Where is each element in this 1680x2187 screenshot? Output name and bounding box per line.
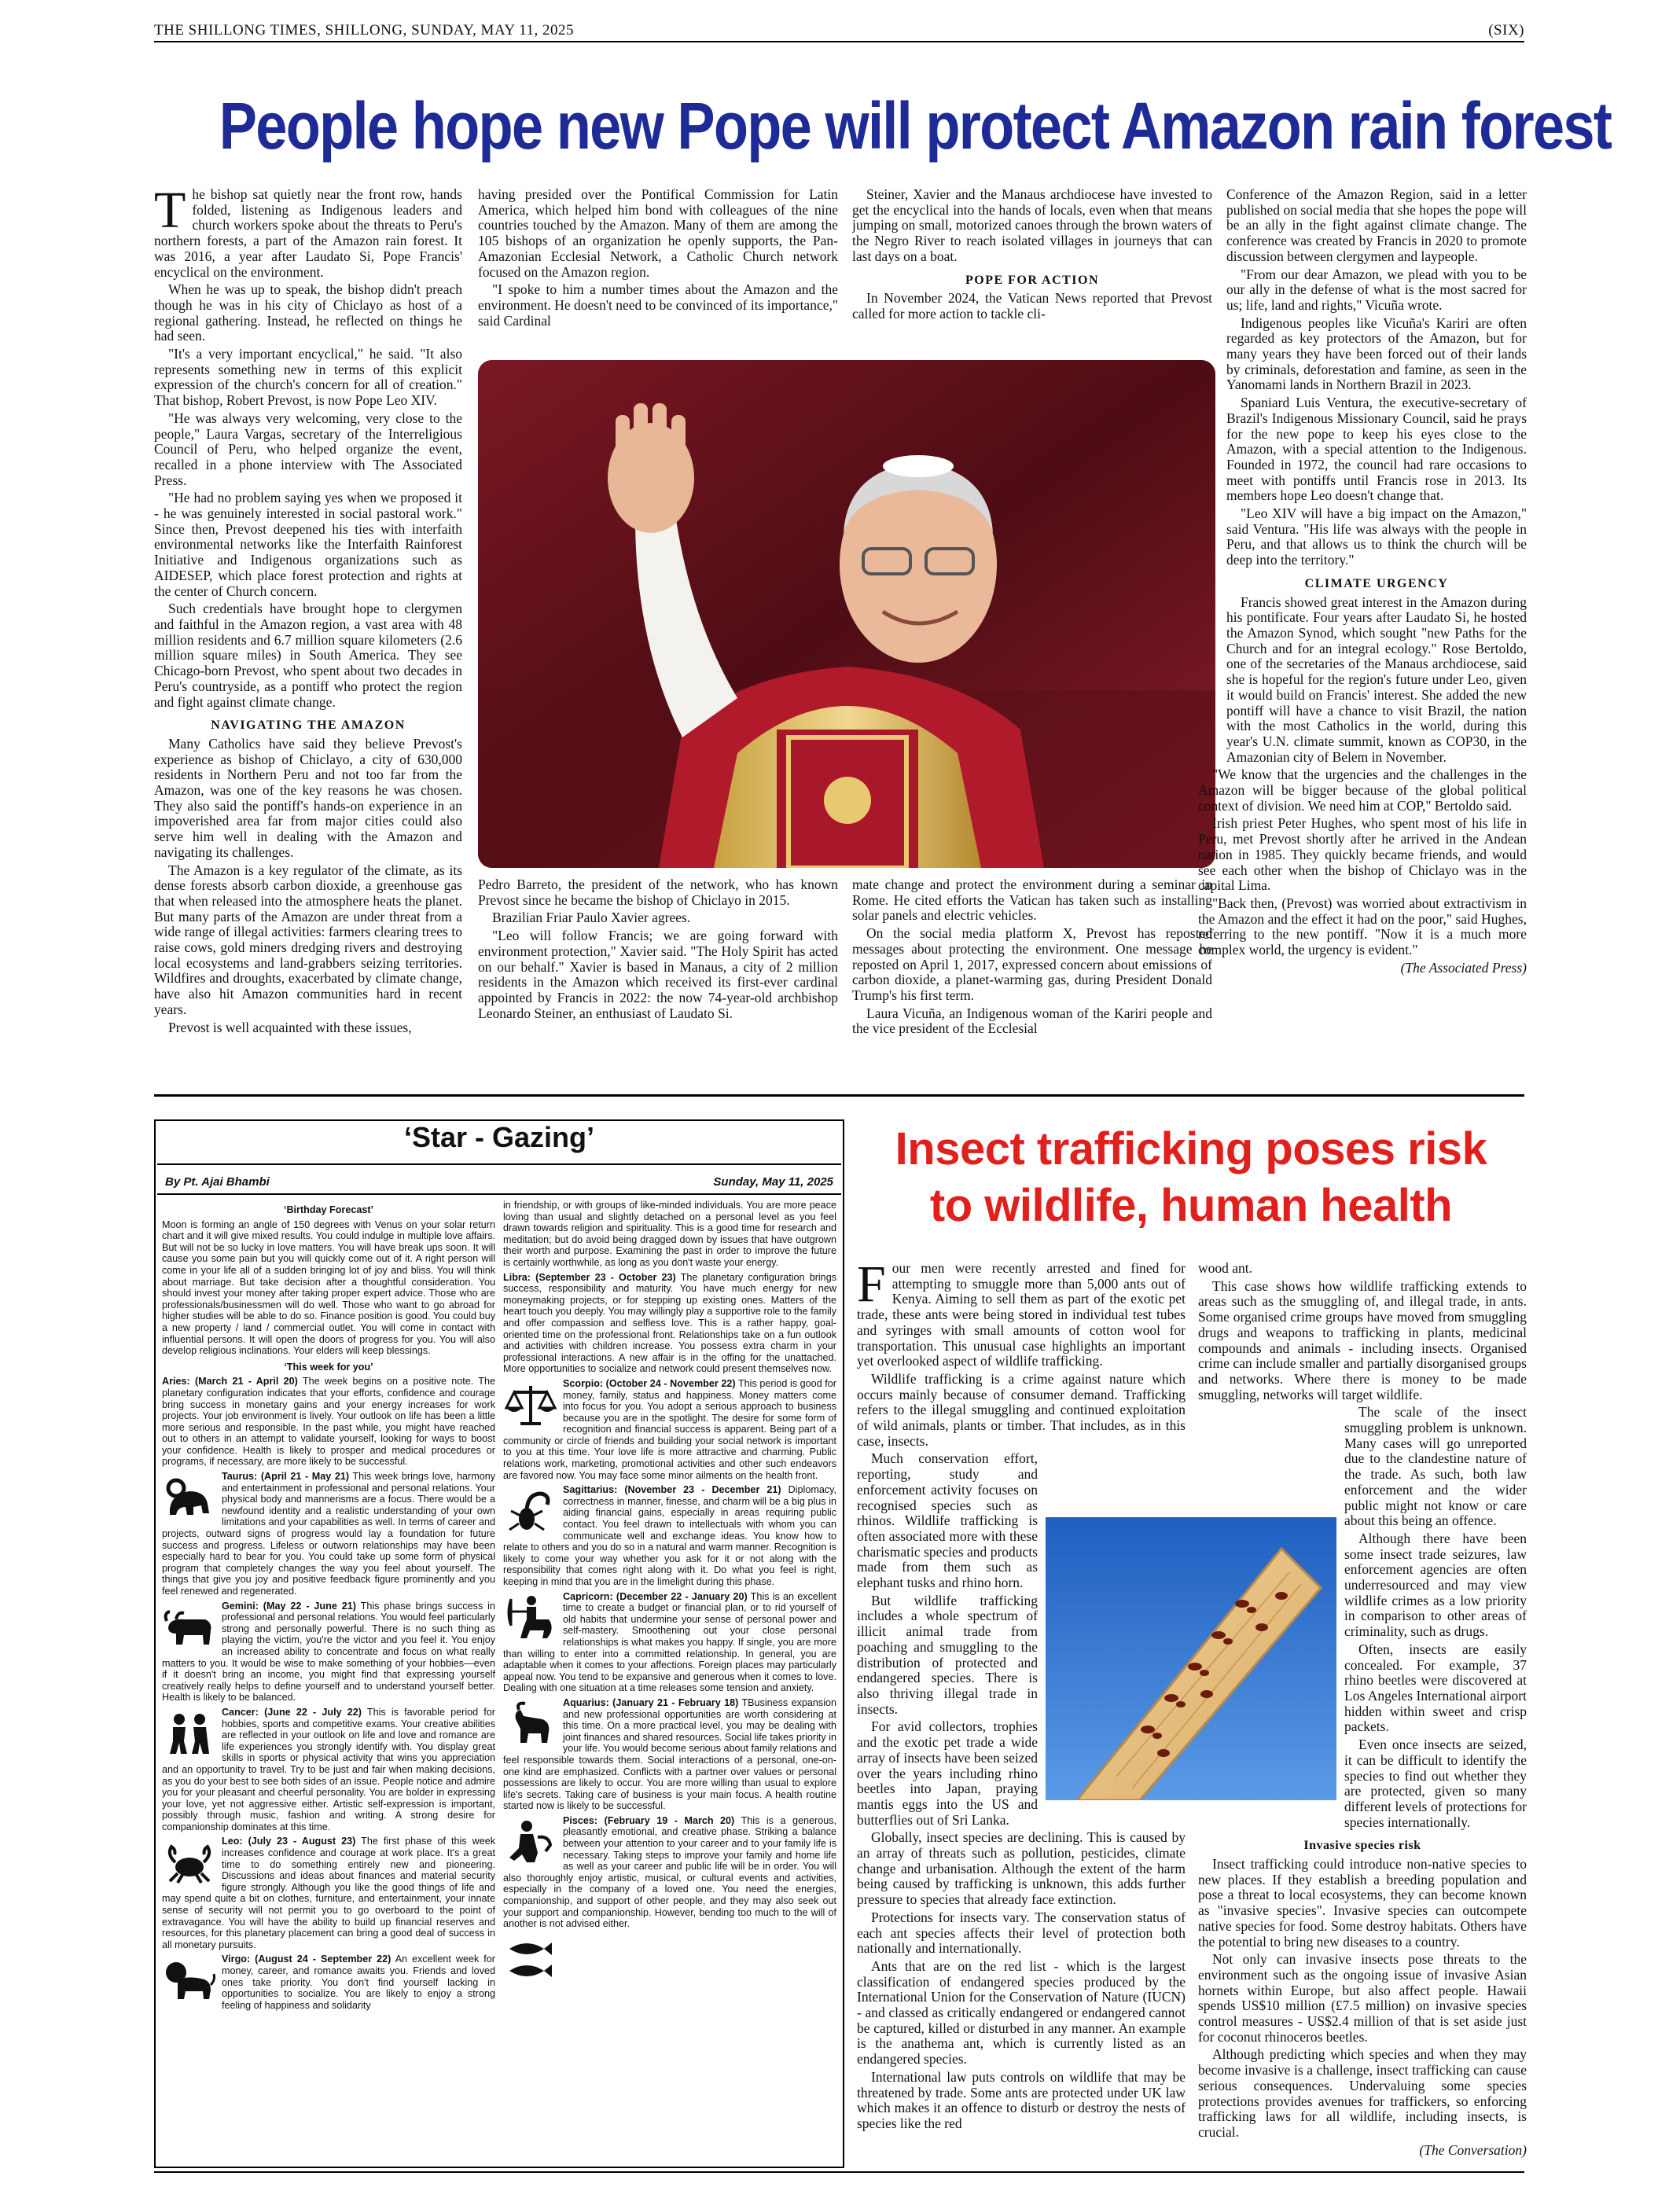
gemini-twins-icon [162,1710,217,1757]
pope-column-3-bottom: mate change and protect the environment during a seminar in Rome. He cited efforts the Vatican has taken such as installing solar panels and electric vehicles. On the social media platform X, Prevost has reposted messages about protecting the environment. One message he reposted on April 1, 2017, expressed concern about emissions of carbon dioxide, a planet-warming gas, during President Donald Trump's his first term. Laura Vicuña, an Indigenous woman of the Kariri people and the vice president of the Ecclesial [852,877,1212,1037]
insect-column-2: wood ant. This case shows how wildlife trafficking extends to areas such as the smuggling of, and illegal trade, in ants. Some organised crime groups have moved from smuggling drugs and weapons to trafficking in plants, medicinal compounds and animals - including insects. Organised crime can include smaller and partially disorganised groups and networks. Where there is money to be made smuggling, networks will target wildlife. The scale of the insect smuggling problem is unknown. Many cases will go unreported due to the clandestine nature of the trade. As such, both law enforcement and the wider public might not know or care about this being an offence. Although there have been some insect trade seizures, law enforcement agencies are often underresourced and may view wildlife crimes as a low priority in comparison to other areas of criminality, such as drugs. Often, insects are easily concealed. For example, 37 rhino beetles were discovered at Los Angeles International airport hidden within sweet and crisp packets. Even once insects are seized, it can be difficult to identify the species to find out whether they are protected, given so many different levels of protections for species internationally. Invasive species risk Insect trafficking could introduce non-native species to new places. If they establish a breeding population and pose a threat to local ecosystems, they can become known as "invasive species". Invasive species can outcompete native species for food. Some destroy habitats. Others have the potential to bring new diseases to a country. Not only can invasive insects pose threats to the environment such as the ongoing issue of invasive Asian hornets within Europe, but also affect people. Hawaii spends US$10 million (£7.5 million) on invasive species control measures - US$2.4 million of that is set aside just for coconut rhinoceros beetles. Although predicting which species and when they may become invasive is a challenge, insect trafficking can cause serious consequences. Undervaluing some species protections provides avenues for traffickers, so enforcing trafficking laws for all wildlife, including insects, is crucial. (The Conversation) [1198,1261,1527,2158]
star-gazing-title-rule [157,1163,841,1165]
subhead-navigating: NAVIGATING THE AMAZON [211,719,406,733]
pope-column-3-top: Steiner, Xavier and the Manaus archdiocese have invested to get the encyclical into the hands of locals, even when that means jumping on small, motorized canoes through the brown waters of the Negro River to reach isolated villages in journeys that can last days on a boat. POPE FOR ACTION In November 2024, the Vatican News reported that Prevost called for more action to tackle cli- [852,187,1212,322]
credit-conversation: (The Conversation) [1419,2141,1527,2158]
subhead-pope-for-action: POPE FOR ACTION [965,273,1100,287]
headline-line-2: to wildlife, human health [929,1180,1453,1231]
section-divider [154,1094,1524,1097]
page-number: (SIX) [1488,22,1524,39]
birthday-forecast-heading: ‘Birthday Forecast’ [283,1204,374,1215]
headline-insect-trafficking [857,1121,1525,1234]
pope-photo [478,360,1215,868]
pope-column-1: The bishop sat quietly near the front row, hands folded, listening as Indigenous leaders and church workers spoke about the threats to Peru's northern forests, a part of the Amazon rain forest. It was 2016, a year after Laudato Si, Pope Francis' encyclical on the environment. When he was up to speak, the bishop didn't preach though he was in his city of Chiclayo as host of a regional gathering. Instead, he reflected on things he had seen. "It's a very important encyclical," he said. "It also represents something new in terms of this explicit expression of the church's concern for all of creation." That bishop, Robert Prevost, is now Pope Leo XIV. "He was always very welcoming, very close to the people," Laura Vargas, secretary of the Interreligious Council of Peru, who helped organize the event, recalled in a phone interview with The Associated Press. "He had no problem saying yes when we proposed it - he was genuinely interested in social pastoral work." Since then, Prevost deepened his ties with interfaith environmental networks like the Interfaith Rainforest Initiative and Indigenous organizations such as AIDESEP, which place forest protection and rights at the center of Church concern. Such credentials have brought hope to clergymen and faithful in the Amazon region, a vast area with 48 million residents and 6.7 million square kilometers (2.6 million square miles) in South America. They see Chicago-born Prevost, who spent about two decades in Peru's countryside, as a pontiff who protect the region and fight against climate change. NAVIGATING THE AMAZON Many Catholics have said they believe Prevost's experience as bishop of Chiclayo, a city of 630,000 residents in Northern Peru and not too far from the Amazon, was one of the key reasons he was chosen. They also said the pontiff's hands-on experience in an impoverished area far from major cities could also serve him well in dealing with the Amazon and navigating its challenges. The Amazon is a key regulator of the climate, as its dense forests absorb carbon dioxide, a greenhouse gas that when released into the atmosphere heats the planet. But many parts of the Amazon are under threat from a wide range of illegal activities: farmers clearing trees to raise cows, gold miners dredging rivers and destroying local ecosystems and land-grabbers seizing territories. Wildfires and droughts, exacerbated by climate change, have also hit Amazon communities hard in recent years. Prevost is well acquainted with these issues, [154,187,462,1035]
aries-ram-icon [162,1474,217,1521]
horoscope-column-2: in friendship, or with groups of like-minded individuals. You are more peace loving than usual and slightly detached on a personal level as you feel drawn towards religion and spirituality. This is a good time for research and meditation; but do avoid being dragged down by issues that have outgrown their worth and purpose. Examining the past in order to improve the future is certainly worthwhile, as long as you don't waste your energy. Libra: (September 23 - October 23) The planetary configuration brings success, responsibility and maturity. You have much energy for new moneymaking projects, or for stepping up existing ones. Matters of the heart touch you deeply. You may willingly play a supportive role to the family and offer compassion and selfless love. This is a rather happy, goal-oriented time on the professional front. Relationships take on a fun outlook and activities with children increase. You possess extra charm in your professional interactions. A new affair is in the offing for the unattached. More opportunities to socialize and network could present themselves now. Scorpio: (October 24 - November 22) This period is good for money, family, status and happiness. Money matters come into focus for you. You adopt a serious approach to business because you are in the spotlight. The desire for some form of recognition and financial success is apparent. Being part of a community or circle of friends and building your social network is important to you at this time. Your love life is more attractive and charming. Public relations work, marketing, promotional activities and other such endeavors are favored now. You may face some minor ailments on the health front. Sagittarius: (November 23 - December 21) Diplomacy, correctness in manner, finesse, and charm will be a big plus in aiding financial gains, especially in areas requiring public contact. You feel drawn to intellectuals with whom you can communicate well and exchange ideas. You know how to relate to others and you do so in a natural and warm manner. Recognition is likely to come your way whether you ask for it or not along with the responsibility that comes right along with it. Do what you feel is right, keeping in mind that you are in the limelight during this phase. Capricorn: (December 22 - January 20) This is an excellent time to create a budget or financial plan, or to rid yourself of old habits that undermine your sense of personal power and self-mastery. Smoothening out your close personal relationships is what makes you happy. If single, you are more than willing to enter into a committed relationship. In general, you are adaptable when it comes to your affections. Foreign places may particularly appeal now. You tend to be expansive and generous when it comes to love. Dealing with one situation at a time releases some tension and anxiety. Aquarius: (January 21 - February 18) TBusiness expansion and new professional opportunities are worth considering at this time. On a more practical level, you may be dealing with joint finances and shared resources. Social life takes priority in your life. You would become serious about family relations and feel responsible towards them. Social interactions of a personal, one-on-one kind are emphasized. Conflicts with a partner over values or personal possessions are likely to occur. You are more willing than usual to explore life's secrets. Taking care of business is your main focus. A health routine started now is likely to be successful. Pisces: (February 19 - March 20) This is a generous, pleasantly emotional, and creative phase. Striking a balance between your attention to your career and to your family life is necessary. Taking steps to improve your family and home life as well as your career and public life will be in order. You will also thoroughly enjoy artistic, musical, or cultural events and activities, especially in the company of a loved one. You need the energies, companionship, and support of other people, and they may also seek out your support and companionship. However, bending too much to the will of another is not advised either. [503,1200,836,2163]
pope-column-2-bottom: Pedro Barreto, the president of the network, who has known Prevost since he became the bishop of Chiclayo in 2015. Brazilian Friar Paulo Xavier agrees. "Leo will follow Francis; we are going forward with environment protection," Xavier said. "The Holy Spirit has acted on our behalf." Xavier is based in Manaus, a city of 2 million residents in the Amazon which received its first-ever cardinal appointed by Francis in 2022: the now 74-year-old archbishop Leonardo Steiner, an enthusiast of Laudato Si. [478,877,838,1021]
masthead-title: THE SHILLONG TIMES, SHILLONG, SUNDAY, MAY 11, 2025 [154,22,574,39]
star-gazing-byline-rule [157,1193,841,1195]
capricorn-goat-icon [503,1700,558,1748]
pope-waving-illustration [478,360,1215,868]
star-gazing-byline: By Pt. Ajai Bhambi [165,1175,270,1189]
pisces-fish-icon [503,1936,558,1983]
libra-scales-icon [503,1381,558,1428]
star-gazing-title: ‘Star - Gazing’ [403,1121,595,1153]
cancer-crab-icon [162,1839,217,1886]
scorpio-scorpion-icon [503,1487,558,1535]
star-gazing-date: Sunday, May 11, 2025 [713,1175,833,1189]
taurus-bull-icon [162,1604,217,1651]
bottom-rule [154,2171,1524,2173]
pope-column-2-top: having presided over the Pontifical Commission for Latin America, which helped him bond with colleagues of the nine countries touched by the Amazon. Many of them are among the 105 bishops of an organization he openly supports, the Pan-Amazonian Ecclesial Network, a Catholic Church network focused on the Amazon region. "I spoke to him a number times about the Amazon and the environment. He doesn't need to be convinced of its importance," said Cardinal [478,187,838,329]
drop-cap-f: F [857,1261,886,1313]
subhead-climate-urgency: CLIMATE URGENCY [1304,576,1449,590]
credit-ap: (The Associated Press) [1400,959,1527,976]
masthead-rule [154,41,1524,42]
headline-pope: People hope new Pope will protect Amazon rain forest [219,89,1612,163]
leo-lion-icon [162,1957,217,2004]
insect-column-1: Four men were recently arrested and fined for attempting to smuggle more than 5,000 ants out of Kenya. Aiming to sell them as part of the exotic pet trade, these ants were being stored in individual test tubes and syringes with small amounts of cotton wool for transportation. This unusual case highlights an important yet overlooked aspect of wildlife trafficking. Wildlife trafficking is a crime against nature which occurs mainly because of consumer demand. Trafficking refers to the illegal smuggling and continued exploitation of wild animals, plants or timber. That includes, as in this case, insects. Much conservation effort, reporting, study and enforcement activity focuses on recognised species such as rhinos. Wildlife trafficking is often associated more with these charismatic species and products made from them such as elephant tusks and rhino horn. But wildlife trafficking includes a whole spectrum of illicit animal trade from poaching and smuggling to the distribution of protected and endangered species. There is also thriving illegal trade in insects. For avid collectors, trophies and the exotic pet trade a wide array of insects have been seized over the years including rhino beetles into Japan, praying mantis eggs into the US and butterflies out of Sri Lanka. Globally, insect species are declining. This is caused by an array of threats such as pollution, pesticides, climate change and urbanisation. Although the extent of the harm being caused by trafficking is unknown, this adds further pressure to species that already face extinction. Protections for insects vary. The conservation status of each ant species affects their level of protection both nationally and internationally. Ants that are on the red list - which is the largest classification of endangered species produced by the International Union for the Conservation of Nature (IUCN) - and classed as critically endangered or endangered cannot be captured, killed or disturbed in any manner. An example is the anathema ant, which is currently listed as an endangered species. International law puts controls on wildlife that may be threatened by trade. Some ants are protected under UK law which makes it an offence to disturb or destroy the nests of species like the red [857,1261,1186,2131]
aquarius-water-bearer-icon [503,1818,558,1865]
headline-line-1: Insect trafficking poses risk [895,1123,1487,1174]
this-week-heading: ‘This week for you’ [284,1361,373,1373]
sagittarius-archer-icon [503,1594,558,1641]
subhead-invasive: Invasive species risk [1303,1839,1421,1853]
horoscope-column-1: ‘Birthday Forecast’ Moon is forming an angle of 150 degrees with Venus on your solar return chart and it will give mixed results. You could indulge in multiple love affairs. But will not be so lucky in love matters. You will have break ups soon. It will cause you some pain but you will quickly come out of it. A right person will come in your life all of a sudden bringing lot of joy and bliss. You will think about marriage. But take decision after a thoughtful consideration. You should invest your money after taking proper expert advice. Those who are professionals/businessmen will do well. Those who want to go abroad for higher studies will be able to do so. Finance position is good. You could buy a new property / land / commercial outlet. You will come in contact with influential persons. It will open the doors of progress for you. You will also develop religious inclinations. Your elders will keep blessings. ‘This week for you’ Aries: (March 21 - April 20) The week begins on a positive note. The planetary configuration indicates that your efforts, confidence and courage bring success in monetary gains and your energy increases for work projects. Your job environment is lively. Your outlook on life has been a little more serious and responsible. In the past while, you might have reached out to others in an attempt to validate yourself, looking for ways to boost your confidence. Health is likely to prosper and medical procedures or programs, if necessary, are more likely to be successful. Taurus: (April 21 - May 21) This week brings love, harmony and entertainment in professional and personal relations. Your physical body and mannerisms are a focus. There would be a newfound identity and a realistic understanding of your own limitations and your capabilities as well. In terms of career and projects, outward signs of progress would lay a foundation for future success and progress. Lifeless or outworn relationships may have been especially hard to bear for you. You could take up some form of physical program that completely changes the way you feel about yourself. The things that give you joy and positive feedback figure prominently and you feel renewed and regenerated. Gemini: (May 22 - June 21) This phase brings success in professional and personal relations. You would feel particularly strong and personally powerful. There is no such thing as playing the victim, you're the victor and you feel it. You enjoy an increased ability to concentrate and focus on what really matters to you. It would be wise to make something of your hobbies—even if it doesn't bring an income, you might find that expressing yourself creatively really helps to define yourself and to understand yourself better. Health is likely to be balanced. Cancer: (June 22 - July 22) This is favorable period for hobbies, sports and competitive exams. Your creative abilities are reflected in your outlook on life and love and romance are life experiences you strongly identify with. You display great skills in sports or physical activity that wins you appreciation and an opportunity to travel. Try to be just and fair when making decisions, as you do your best to see both sides of an issue. People notice and admire you for your pleasant and cheerful personality. You are bolder in expressing your love, yet not aggressive either. Artistic self-expression is important, possibly through music, fashion and writing. A strong desire for companionship dominates at this time. Leo: (July 23 - August 23) The first phase of this week increases confidence and courage at work place. It's a great time to do something entirely new and pioneering. Discussions and ideas about finances and material security figure strongly. Although you like the good things of life and may spend quite a bit on clothes, furniture, and entertainment, your innate sense of security will not permit you to go overboard to the point of extravagance. You will have the ability to build up financial reserves and resources, for this planetary placement can bring a good deal of success in all monetary pursuits. Virgo: (August 24 - September 22) An excellent week for money, career, and romance awaits you. Friends and loved ones take priority. You don't find yourself lacking in opportunities to socialize. You are likely to enjoy a strong feeling of happiness and solidarity [162,1204,495,2011]
drop-cap: T [154,187,186,239]
pope-column-4: Conference of the Amazon Region, said in a letter published on social media that she hopes the pope will be an ally in the fight against climate change. The conference was created by Francis in 2020 to promote discussion between clergymen and laypeople. "From our dear Amazon, we plead with you to be our ally in the defense of what is the most sacred for us; life, land and rights," Vicuña wrote. Indigenous peoples like Vicuña's Kariri are often regarded as key protectors of the Amazon, but for many years they have been forced out of their lands by criminals, deforestation and famine, as seen in the Yanomami lands in Northern Brazil in 2023. Spaniard Luis Ventura, the executive-secretary of Brazil's Indigenous Missionary Council, said he prays for the new pope to keep his eyes close to the Amazon, with a special attention to the Indigenous. Founded in 1972, the council had rare occasions to meet with pontiffs until Francis rose in 2013. Its members hope Leo doesn't change that. "Leo XIV will have a big impact on the Amazon," said Ventura. "His life was always with the people in Peru, and that allows us to think the church will be deep into the territory." CLIMATE URGENCY Francis showed great interest in the Amazon during his pontificate. Four years after Laudato Si, he hosted the Amazon Synod, which sought "new Paths for the Church and for an integral ecology." Rose Bertoldo, one of the secretaries of the Manaus archdiocese, said she is hopeful for the region's future under Leo, given it would build on Francis' interest. She added the new pontiff will have a chance to visit Brazil, the nation with the most Catholics in the world, during this year's U.N. climate summit, known as COP30, in the Amazonian city of Belem in November. "We know that the urgencies and the challenges in the Amazon will be bigger because of the global political context of division. We need him at COP," Bertoldo said. Irish priest Peter Hughes, who spent most of his life in Peru, met Prevost shortly after he arrived in the Andean nation in 1985. They quickly became friends, and would see each other when the bishop of Chiclayo was in the capital Lima. "Back then, (Prevost) was worried about extractivism in the Amazon and the effect it had on the poor," said Hughes, referring to the new pontiff. "Now it is a much more complex world, the urgency is evident." (The Associated Press) [1198,187,1527,976]
